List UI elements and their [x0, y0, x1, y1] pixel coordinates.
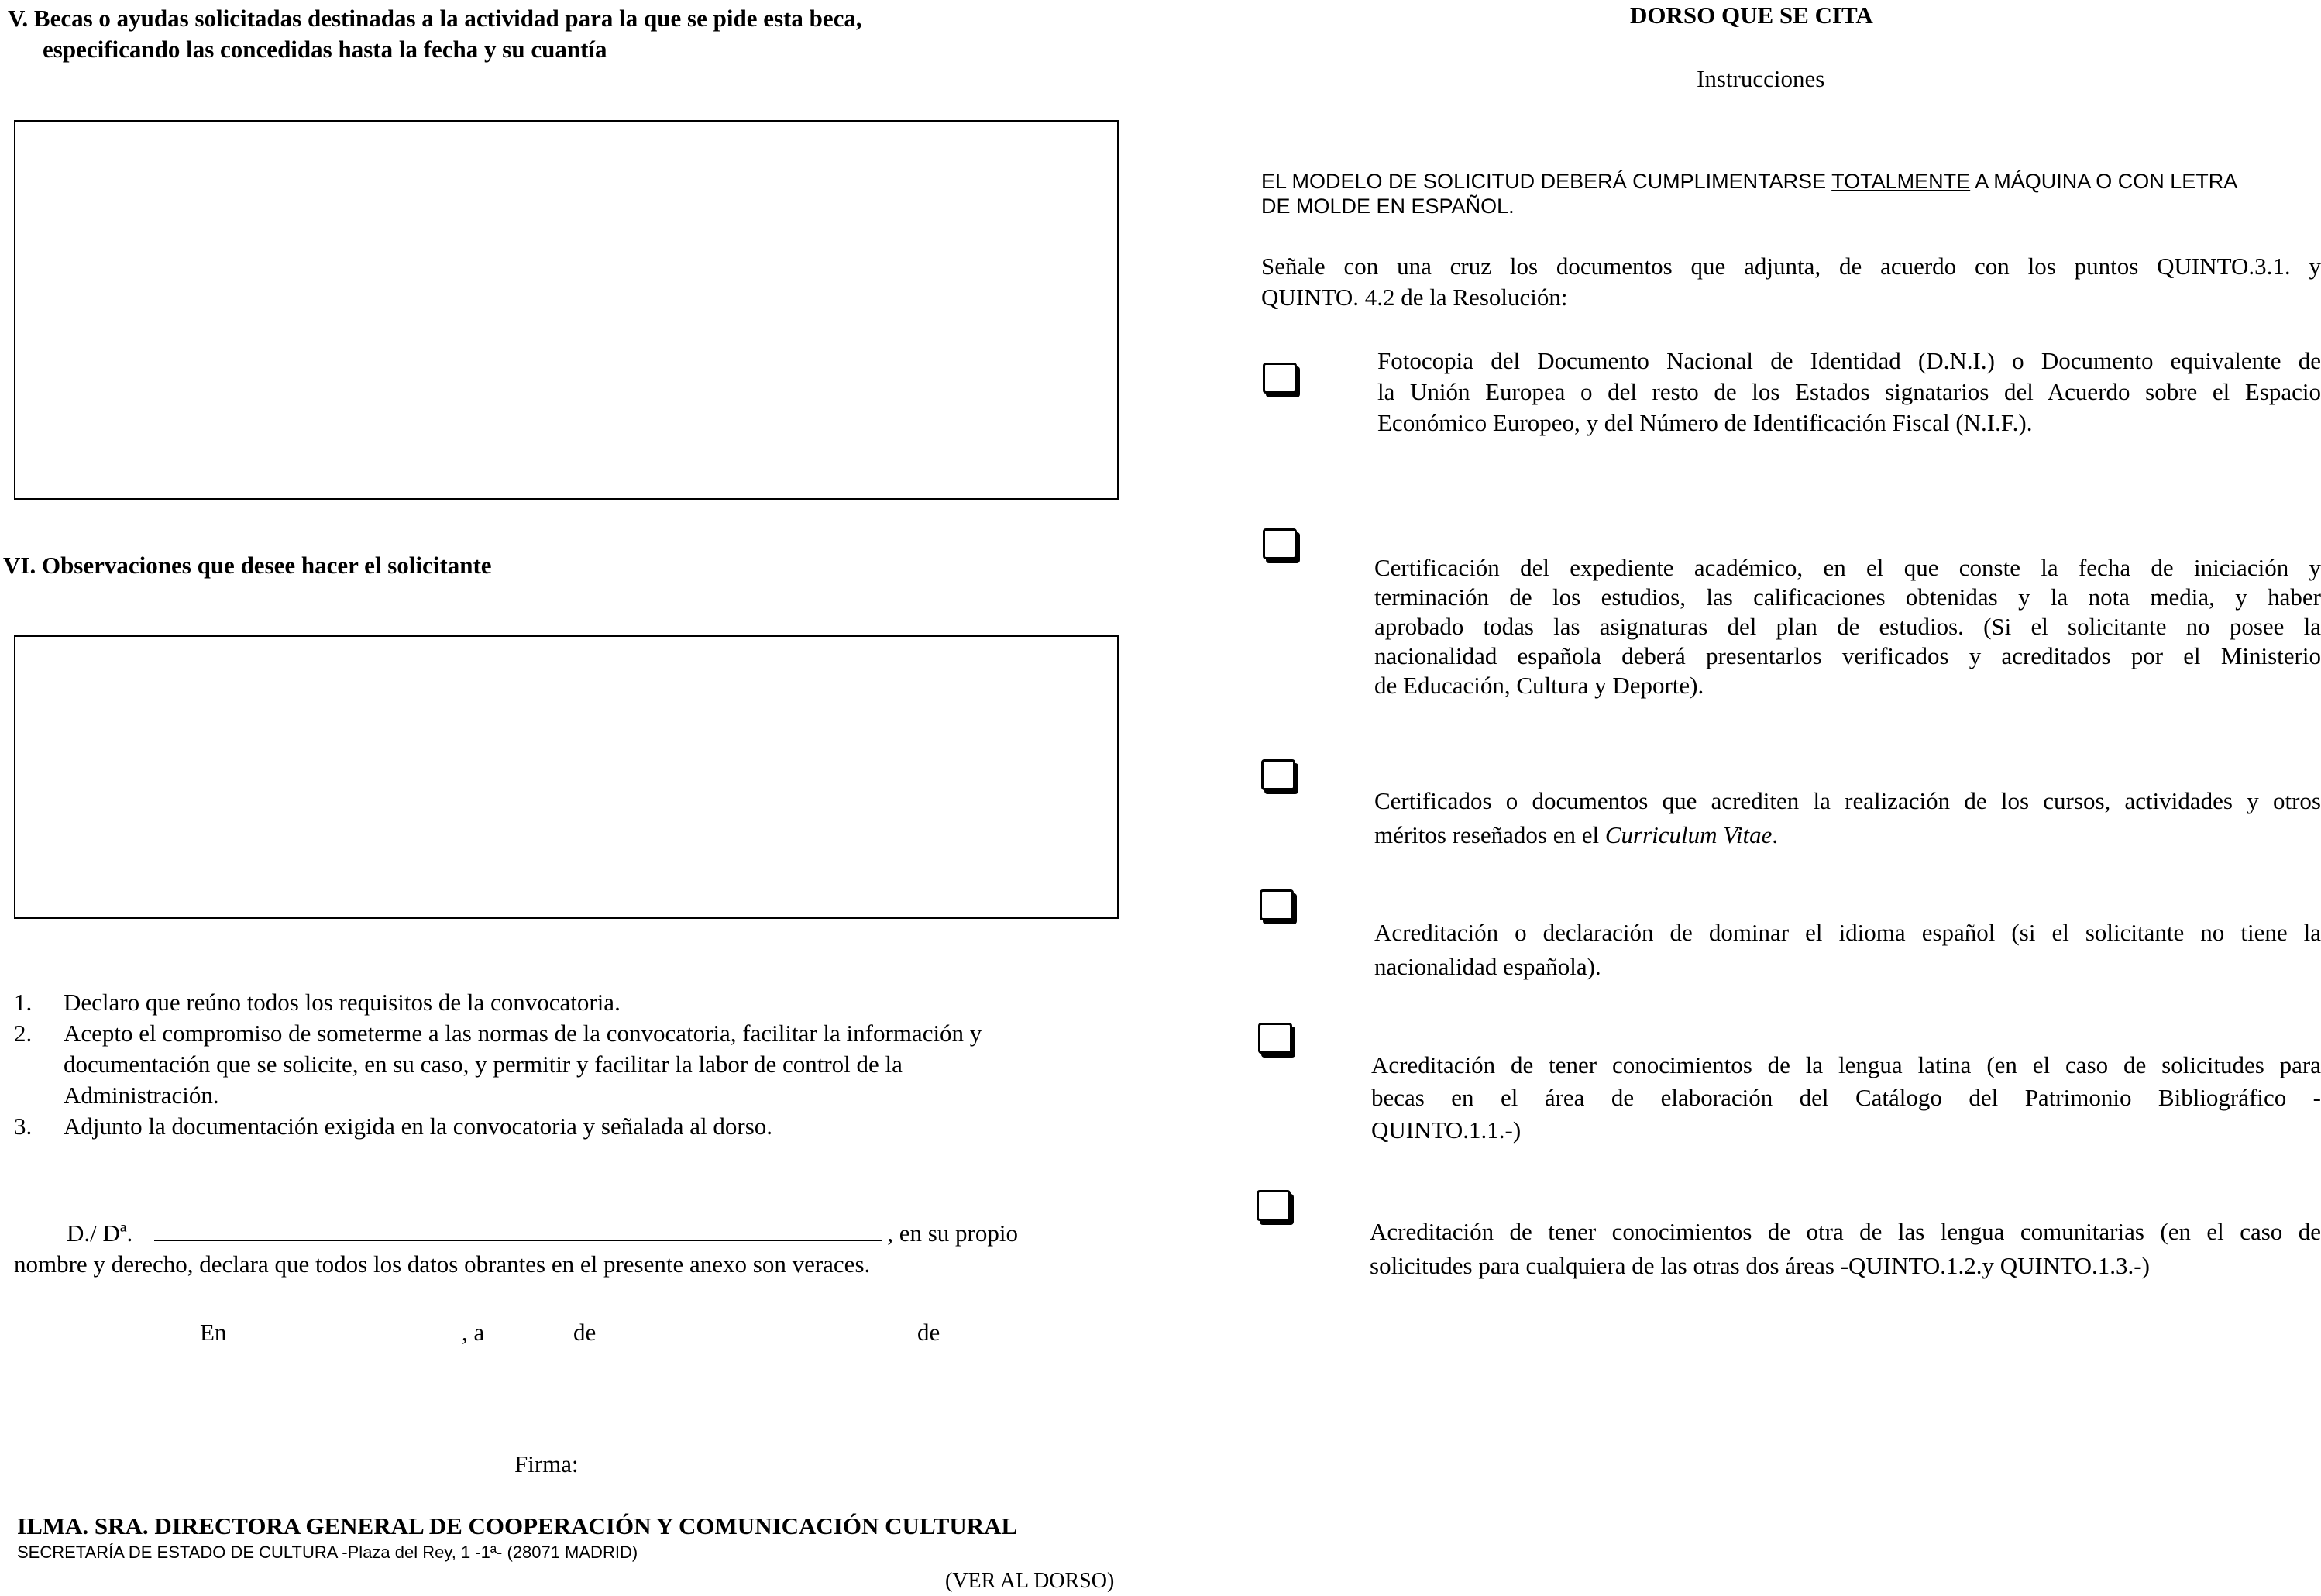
doc-item-dni: Fotocopia del Documento Nacional de Identidad (D.N.I.) o Documento equivalente de la Unión Europea o del resto de los Estados signatarios del Acuerdo sobre el Espacio Económico Europeo, y del Número de Identificación Fiscal (N.I.F.). [1377, 347, 2321, 436]
doc-checkbox-dni[interactable] [1263, 363, 1297, 394]
declaration-line: 1. Declaro que reúno todos los requisitos de la convocatoria. [14, 989, 621, 1016]
date-a: , a [462, 1319, 485, 1346]
doc-item-expediente: Certificación del expediente académico, en el que conste la fecha de iniciación y terminación de los estudios, las calificaciones obtenidas y la nota media, y haber aprobado todas las asignaturas del plan de estudios. (Si el solicitante no posee la nacionalidad española deberá presentarlos verificados y acreditados por el Ministerio de Educación, Cultura y Deporte). [1374, 554, 2321, 699]
doc-item-idioma-espanol: Acreditación o declaración de dominar el idioma español (si el solicitante no tiene la nacionalidad española). [1374, 919, 2321, 980]
declaration-line: 3. Adjunto la documentación exigida en la convocatoria y señalada al dorso. [14, 1113, 773, 1140]
doc-checkbox-expediente[interactable] [1263, 528, 1297, 559]
declaration-line: 2. Acepto el compromiso de someterme a las normas de la convocatoria, facilitar la información y [14, 1020, 982, 1047]
date-en: En [200, 1319, 227, 1346]
firma-label: Firma: [514, 1450, 579, 1477]
declarant-line1 [14, 1218, 1130, 1249]
declarant-suffix: , en su propio [887, 1219, 1018, 1247]
section-v-line2: especificando las concedidas hasta la fecha y su cuantía [43, 36, 607, 63]
section-v-line1: V. Becas o ayudas solicitadas destinadas a la actividad para la que se pide esta beca, [8, 5, 862, 32]
instruction-line2: QUINTO. 4.2 de la Resolución: [1261, 284, 1568, 311]
declarations-list [14, 987, 1130, 1142]
doc-checkbox-lengua-comunitaria[interactable] [1257, 1190, 1291, 1221]
doc-checkbox-certificados[interactable] [1261, 759, 1295, 790]
notice [1261, 169, 2321, 218]
ver-al-dorso: (VER AL DORSO) [945, 1569, 1115, 1593]
address: SECRETARÍA DE ESTADO DE CULTURA -Plaza del Rey, 1 -1ª- (28071 MADRID) [17, 1543, 638, 1562]
doc-checkbox-latin[interactable] [1258, 1023, 1292, 1054]
doc-checkbox-idioma-espanol[interactable] [1260, 889, 1294, 920]
date-de-2: de [917, 1319, 940, 1346]
notice-emphasis: TOTALMENTE [1831, 170, 1971, 193]
notice-line1: EL MODELO DE SOLICITUD DEBERÁ CUMPLIMENTARSE TOTALMENTE A MÁQUINA O CON LETRA [1261, 170, 2238, 193]
declaration-line: Administración. [64, 1082, 219, 1109]
declarant-statement [14, 1218, 1130, 1280]
addressee: ILMA. SRA. DIRECTORA GENERAL DE COOPERACIÓN Y COMUNICACIÓN CULTURAL [17, 1512, 1018, 1539]
section-v-title [8, 3, 862, 65]
declarant-line2: nombre y derecho, declara que todos los datos obrantes en el presente anexo son veraces. [14, 1250, 871, 1278]
doc-item-latin: Acreditación de tener conocimientos de la lengua latina (en el caso de solicitudes para becas en el área de elaboración del Catálogo del Patrimonio Bibliográfico - QUINTO.1.1.-) [1371, 1051, 2321, 1144]
doc-item-certificados: Certificados o documentos que acrediten la realización de los cursos, actividades y otros méritos reseñados en el Curriculum Vitae. [1374, 787, 2321, 848]
section-vi-textarea[interactable] [14, 635, 1119, 919]
instruction [1261, 251, 2321, 313]
declarant-name-field[interactable] [154, 1219, 882, 1241]
section-vi-title: VI. Observaciones que desee hacer el solicitante [3, 552, 492, 579]
notice-line2: DE MOLDE EN ESPAÑOL. [1261, 194, 1515, 218]
instrucciones-subtitle: Instrucciones [1697, 65, 1825, 92]
instruction-line1: Señale con una cruz los documentos que adjunta, de acuerdo con los puntos QUINTO.3.1. y [1261, 253, 2321, 280]
section-v-textarea[interactable] [14, 120, 1119, 500]
declarant-prefix: D./ Dª. [67, 1219, 133, 1247]
declaration-line: documentación que se solicite, en su caso, y permitir y facilitar la labor de control de la [64, 1051, 903, 1078]
date-de-1: de [573, 1319, 597, 1346]
curriculum-vitae-text: Curriculum Vitae [1604, 821, 1773, 848]
dorso-title: DORSO QUE SE CITA [1630, 2, 1873, 29]
doc-item-lengua-comunitaria: Acreditación de tener conocimientos de otra de las lengua comunitarias (en el caso de solicitudes para cualquiera de las otras dos áreas -QUINTO.1.2.y QUINTO.1.3.-) [1370, 1218, 2321, 1279]
